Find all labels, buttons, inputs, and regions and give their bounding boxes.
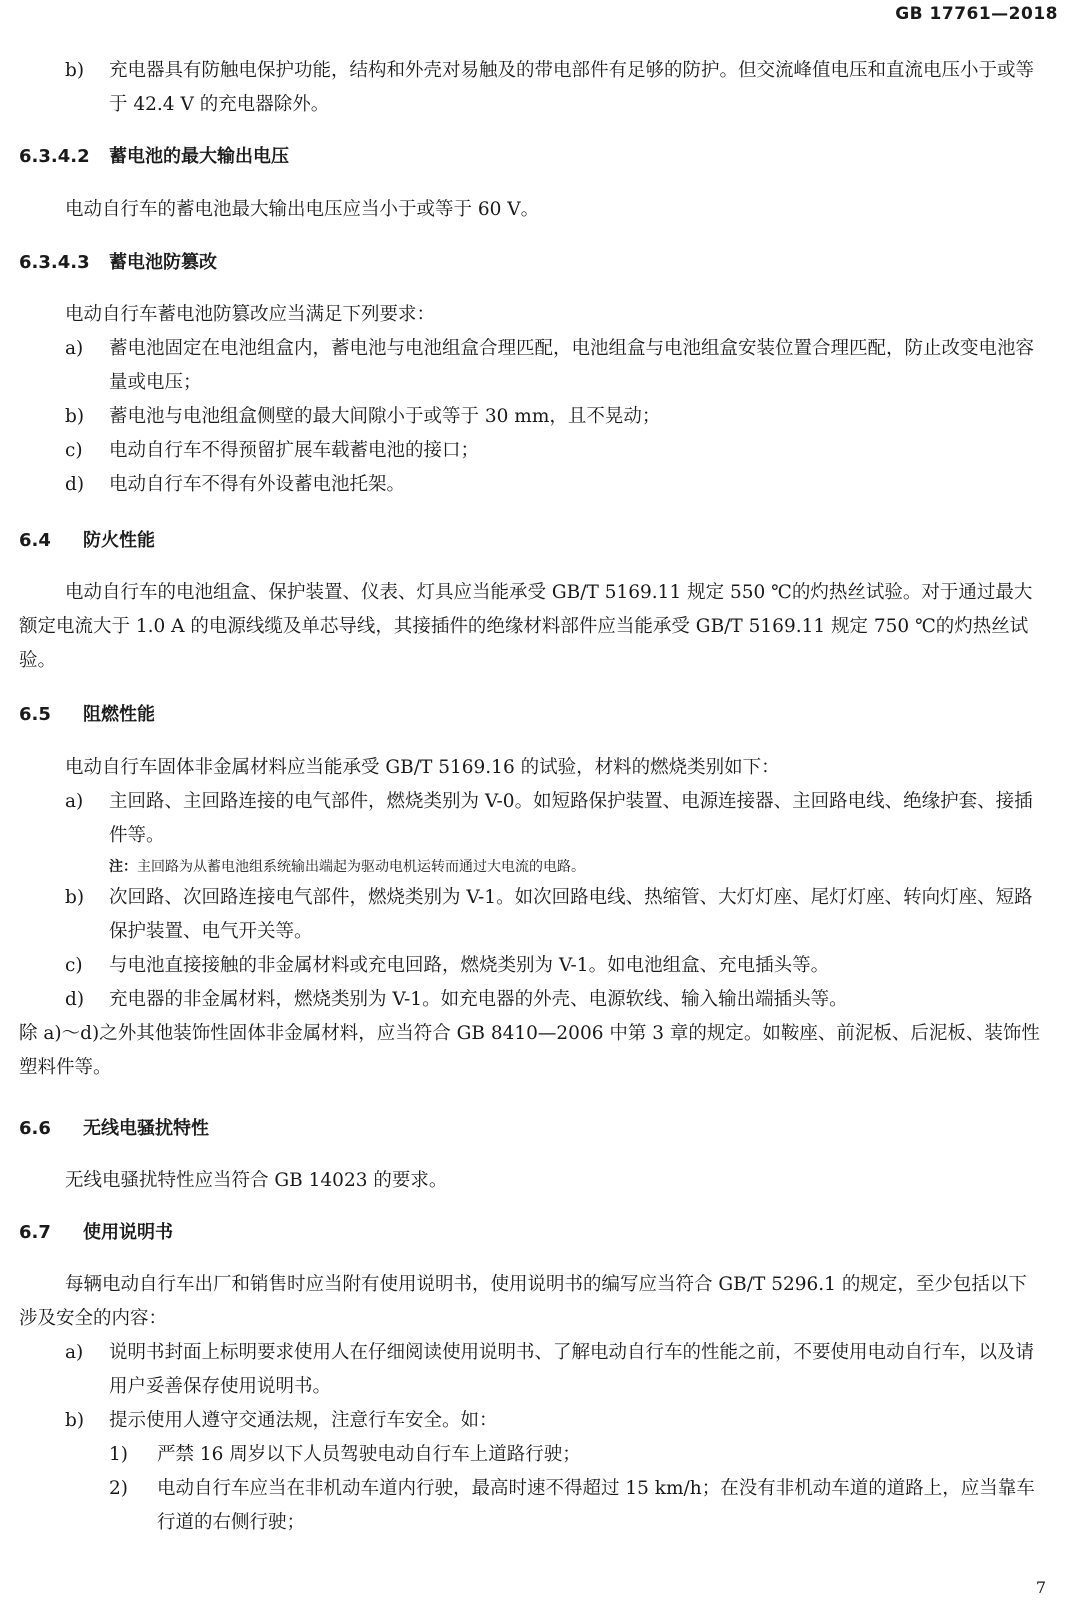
list-item (0, 434, 1080, 468)
standard-code-header: GB 17761—2018 (895, 4, 1058, 24)
section-title: 防火性能 (83, 530, 155, 551)
section-title: 蓄电池的最大输出电压 (109, 146, 289, 167)
max-voltage-paragraph (0, 193, 1080, 227)
list-item (0, 54, 1080, 122)
section-heading (0, 140, 1080, 174)
item-text: 提示使用人遵守交通法规，注意行车安全。如： (109, 1410, 498, 1431)
section-6-5 (0, 698, 1080, 732)
note-text: 主回路为从蓄电池组系统输出端起为驱动电机运转而通过大电流的电路。 (137, 859, 585, 875)
section-title: 无线电骚扰特性 (83, 1118, 209, 1139)
manual-block (0, 1268, 1080, 1540)
list-item (0, 983, 1080, 1017)
item-text: 充电器具有防触电保护功能，结构和外壳对易触及的带电部件有足够的防护。但交流峰值电压和直流电压小于或等于 42.4 V 的充电器除外。 (109, 60, 1035, 115)
section-heading (0, 524, 1080, 558)
paragraph: 无线电骚扰特性应当符合 GB 14023 的要求。 (65, 1170, 448, 1191)
section-heading (0, 1216, 1080, 1250)
tamper-proof-block (0, 298, 1080, 502)
flame-retardant-block (0, 751, 1080, 1085)
item-text: 主回路、主回路连接的电气部件，燃烧类别为 V-0。如短路保护装置、电源连接器、主回路电线、绝缘护套、接插件等。 (109, 791, 1033, 846)
paragraph: 每辆电动自行车出厂和销售时应当附有使用说明书，使用说明书的编写应当符合 GB/T 5296.1 的规定，至少包括以下涉及安全的内容： (19, 1274, 1027, 1329)
item-label: b) (65, 887, 85, 908)
item-label: a) (65, 791, 84, 812)
item-text: 蓄电池固定在电池组盒内，蓄电池与电池组盒合理匹配，电池组盒与电池组盒安装位置合理匹配，防止改变电池容量或电压； (109, 338, 1035, 393)
list-item (0, 949, 1080, 983)
list-item (0, 468, 1080, 502)
paragraph: 电动自行车的蓄电池最大输出电压应当小于或等于 60 V。 (65, 199, 540, 220)
note (0, 853, 1080, 881)
sub-list-item (0, 1438, 1080, 1472)
section-heading (0, 1112, 1080, 1146)
section-number: 6.3.4.2 (19, 146, 90, 167)
section-title: 使用说明书 (83, 1222, 173, 1243)
radio-disturbance-paragraph (0, 1164, 1080, 1198)
section-number: 6.5 (19, 704, 51, 725)
item-label: a) (65, 1342, 84, 1363)
section-6-7 (0, 1216, 1080, 1250)
fire-performance-paragraph (0, 576, 1080, 678)
item-label: 2) (109, 1478, 128, 1499)
paragraph: 除 a)～d)之外其他装饰性固体非金属材料，应当符合 GB 8410—2006 中第 3 章的规定。如鞍座、前泥板、后泥板、装饰性塑料件等。 (19, 1023, 1040, 1078)
list-item (0, 332, 1080, 400)
section-number: 6.4 (19, 530, 51, 551)
item-label: b) (65, 1410, 85, 1431)
item-label: 1) (109, 1444, 128, 1465)
item-label: b) (65, 406, 85, 427)
item-text: 充电器的非金属材料，燃烧类别为 V-1。如充电器的外壳、电源软线、输入输出端插头等。 (109, 989, 848, 1010)
sub-list-item (0, 1472, 1080, 1540)
paragraph: 电动自行车固体非金属材料应当能承受 GB/T 5169.16 的试验，材料的燃烧类别如下： (65, 757, 780, 778)
section-heading (0, 698, 1080, 732)
section-6-3-4-3 (0, 246, 1080, 280)
section-number: 6.3.4.3 (19, 252, 90, 273)
list-item (0, 1404, 1080, 1438)
list-item (0, 881, 1080, 949)
note-label: 注： (109, 859, 137, 875)
item-text: 电动自行车不得预留扩展车载蓄电池的接口； (109, 440, 480, 461)
list-item (0, 785, 1080, 853)
section-title: 阻燃性能 (83, 704, 155, 725)
paragraph: 电动自行车蓄电池防篡改应当满足下列要求： (65, 304, 436, 325)
page-number: 7 (1035, 1578, 1046, 1597)
section-heading (0, 246, 1080, 280)
section-6-4 (0, 524, 1080, 558)
item-text: 说明书封面上标明要求使用人在仔细阅读使用说明书、了解电动自行车的性能之前，不要使用电动自行车，以及请用户妥善保存使用说明书。 (109, 1342, 1035, 1397)
section-6-3-4-2 (0, 140, 1080, 174)
paragraph: 电动自行车的电池组盒、保护装置、仪表、灯具应当能承受 GB/T 5169.11 规定 550 ℃的灼热丝试验。对于通过最大额定电流大于 1.0 A 的电源线缆及单芯导线，其接插件的绝缘材料部件应当能承受 GB/T 5169.11 规定 750 ℃的灼热丝试验。 (19, 582, 1033, 671)
item-text: 蓄电池与电池组盒侧壁的最大间隙小于或等于 30 mm，且不晃动； (109, 406, 661, 427)
list-item (0, 400, 1080, 434)
item-text: 电动自行车应当在非机动车道内行驶，最高时速不得超过 15 km/h；在没有非机动车道的道路上，应当靠车行道的右侧行驶； (157, 1478, 1035, 1533)
item-label: d) (65, 989, 85, 1010)
section-title: 蓄电池防篡改 (109, 252, 217, 273)
charger-protection-item (0, 54, 1080, 122)
list-item (0, 1336, 1080, 1404)
item-text: 与电池直接接触的非金属材料或充电回路，燃烧类别为 V-1。如电池组盒、充电插头等。 (109, 955, 830, 976)
section-6-6 (0, 1112, 1080, 1146)
item-label: c) (65, 440, 83, 461)
section-number: 6.7 (19, 1222, 51, 1243)
item-label: d) (65, 474, 85, 495)
item-text: 电动自行车不得有外设蓄电池托架。 (109, 474, 406, 495)
section-number: 6.6 (19, 1118, 51, 1139)
item-label: b) (65, 60, 85, 81)
item-text: 严禁 16 周岁以下人员驾驶电动自行车上道路行驶； (157, 1444, 581, 1465)
item-text: 次回路、次回路连接电气部件，燃烧类别为 V-1。如次回路电线、热缩管、大灯灯座、尾灯灯座、转向灯座、短路保护装置、电气开关等。 (109, 887, 1033, 942)
item-label: a) (65, 338, 84, 359)
item-label: c) (65, 955, 83, 976)
